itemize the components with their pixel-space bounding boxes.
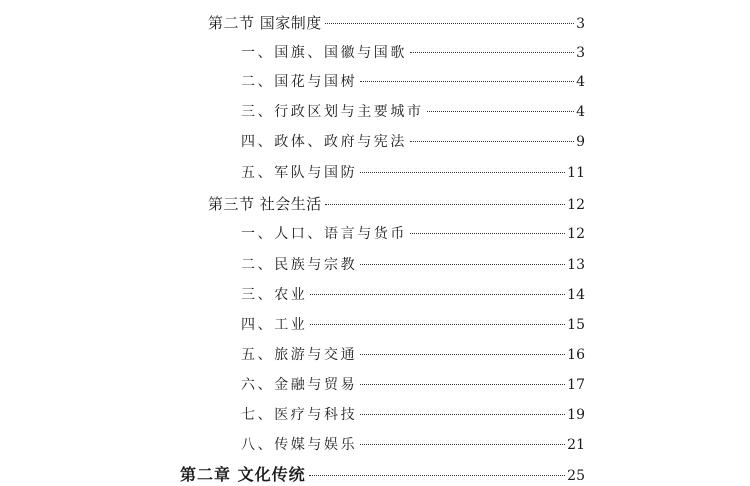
toc-entry-item[interactable]: [241, 101, 585, 121]
toc-page-number: 21: [567, 437, 585, 453]
toc-leader-dots: [360, 264, 565, 265]
toc-page-number: 9: [576, 134, 585, 150]
toc-entry-label: 二、国花与国树: [241, 74, 358, 90]
toc-entry-label: 第三节 社会生活: [208, 195, 322, 213]
toc-page-number: 15: [567, 317, 585, 333]
toc-entry-label: 三、行政区划与主要城市: [241, 104, 424, 120]
toc-leader-dots: [310, 294, 565, 295]
toc-page-number: 19: [567, 407, 585, 423]
toc-entry-item[interactable]: [241, 284, 585, 304]
toc-page-number: 3: [576, 45, 585, 61]
toc-entry-item[interactable]: [241, 434, 585, 454]
toc-entry-label: 四、工业: [241, 317, 308, 333]
toc-entry-section-3[interactable]: [208, 193, 585, 214]
toc-entry-label: 五、军队与国防: [241, 165, 358, 181]
toc-leader-dots: [310, 324, 565, 325]
toc-entry-item[interactable]: [241, 254, 585, 274]
toc-leader-dots: [309, 475, 566, 476]
toc-entry-item[interactable]: [241, 71, 585, 91]
toc-entry-label: 四、政体、政府与宪法: [241, 134, 407, 150]
toc-page-number: 16: [567, 347, 585, 363]
toc-entry-label: 第二章 文化传统: [180, 465, 306, 484]
toc-entry-item[interactable]: [241, 223, 585, 243]
toc-entry-label: 三、农业: [241, 287, 308, 303]
toc-page-number: 12: [567, 226, 585, 242]
toc-leader-dots: [410, 52, 574, 53]
toc-entry-item[interactable]: [241, 162, 585, 182]
toc-page-number: 4: [576, 74, 585, 90]
toc-page-number: 4: [576, 104, 585, 120]
toc-entry-item[interactable]: [241, 131, 585, 151]
toc-entry-label: 五、旅游与交通: [241, 347, 358, 363]
toc-leader-dots: [427, 111, 574, 112]
toc-page-number: 12: [567, 197, 585, 213]
toc-entry-chapter-2[interactable]: [180, 462, 585, 485]
toc-page-number: 13: [567, 257, 585, 273]
toc-entry-item[interactable]: [241, 314, 585, 334]
toc-entry-item[interactable]: [241, 42, 585, 62]
toc-entry-item[interactable]: [241, 374, 585, 394]
toc-entry-label: 七、医疗与科技: [241, 407, 358, 423]
toc-page-number: 11: [567, 165, 585, 181]
toc-entry-item[interactable]: [241, 404, 585, 424]
toc-page-number: 14: [567, 287, 585, 303]
toc-leader-dots: [410, 141, 574, 142]
toc-entry-label: 六、金融与贸易: [241, 377, 358, 393]
toc-entry-label: 一、人口、语言与货币: [241, 226, 407, 242]
toc-leader-dots: [360, 81, 574, 82]
toc-leader-dots: [325, 204, 565, 205]
toc-entry-label: 八、传媒与娱乐: [241, 437, 358, 453]
toc-leader-dots: [360, 384, 565, 385]
toc-leader-dots: [360, 172, 565, 173]
toc-entry-section-2[interactable]: [208, 12, 585, 33]
toc-page-number: 25: [567, 468, 585, 484]
toc-leader-dots: [360, 354, 565, 355]
toc-entry-item[interactable]: [241, 344, 585, 364]
toc-leader-dots: [360, 414, 565, 415]
toc-leader-dots: [360, 444, 565, 445]
toc-leader-dots: [410, 233, 565, 234]
toc-entry-label: 一、国旗、国徽与国歌: [241, 45, 407, 61]
toc-entry-label: 二、民族与宗教: [241, 257, 358, 273]
toc-leader-dots: [325, 23, 574, 24]
toc-entry-label: 第二节 国家制度: [208, 14, 322, 32]
toc-page-number: 17: [567, 377, 585, 393]
toc-page-number: 3: [576, 16, 585, 32]
